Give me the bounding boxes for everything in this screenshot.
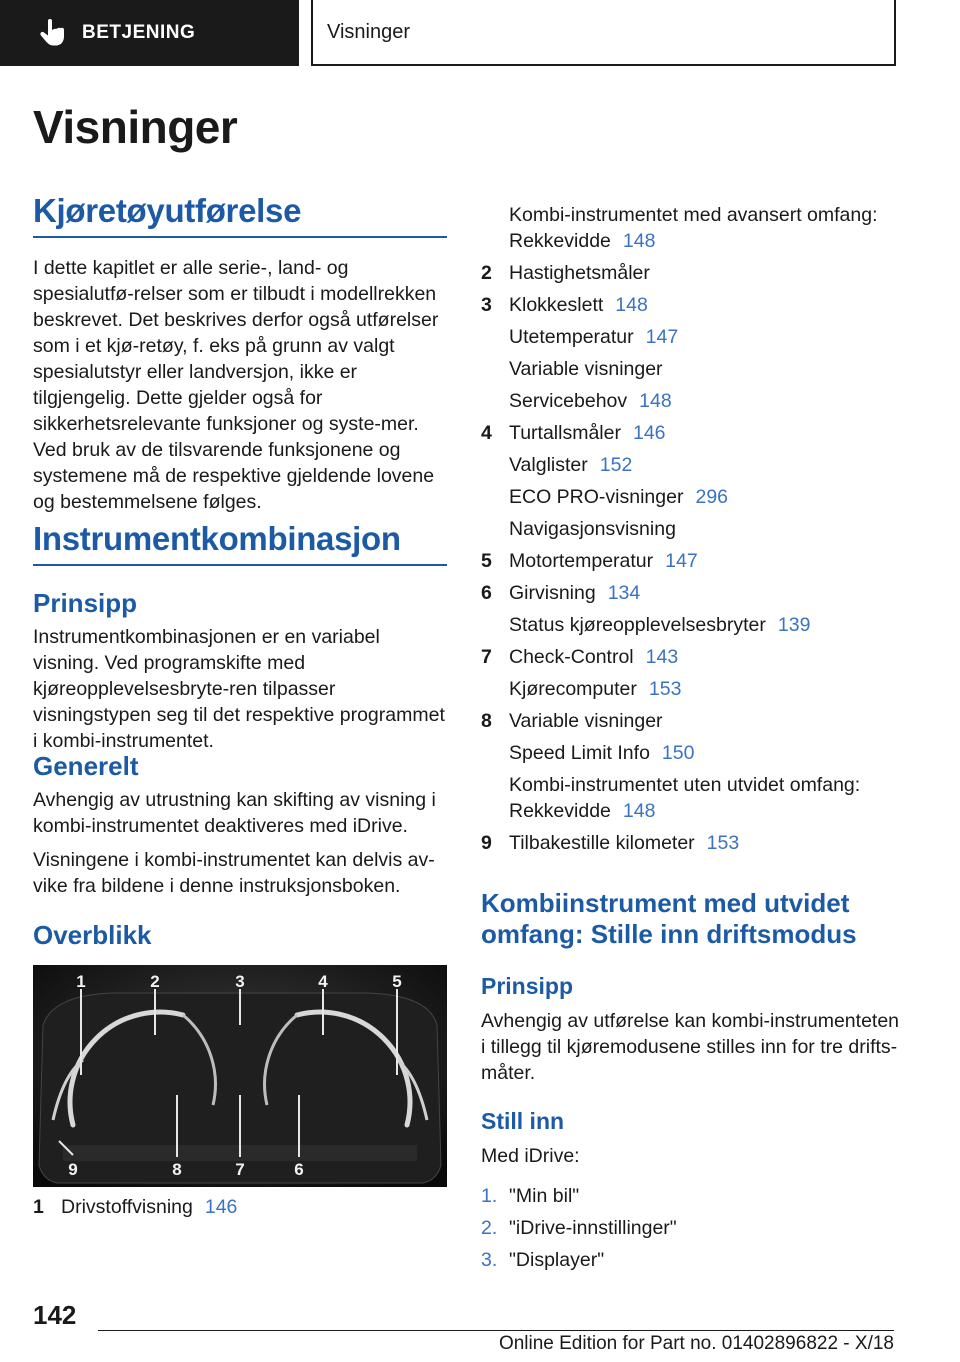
- legend-item: 3 Klokkeslett 148: [481, 294, 648, 316]
- page-ref-link[interactable]: 147: [665, 550, 698, 572]
- legend-item-1: [33, 1196, 447, 1219]
- page-ref-link[interactable]: 148: [615, 294, 648, 316]
- legend-text: ECO PRO-visninger: [509, 486, 684, 508]
- legend-text: Check-Control: [509, 646, 634, 668]
- callout-5: 5: [392, 972, 402, 991]
- callout-7: 7: [235, 1160, 245, 1179]
- legend-text: Rekkevidde: [509, 800, 611, 822]
- edition-text: Online Edition for Part no. 01402896822 - X/18: [498, 1333, 894, 1354]
- legend-text: Motortemperatur: [509, 550, 654, 572]
- legend-item: [481, 199, 911, 257]
- legend-item: [481, 481, 911, 513]
- legend-text: Valglister: [509, 454, 588, 476]
- heading-instrumentkombinasjon: Instrumentkombinasjon: [33, 520, 447, 566]
- legend-text: Servicebehov: [509, 390, 628, 412]
- heading-generelt: Generelt: [33, 751, 139, 781]
- legend-item: 9 Tilbakestille kilometer 153: [481, 832, 740, 854]
- legend-item: [481, 353, 911, 385]
- heading-prinsipp: Prinsipp: [33, 588, 138, 618]
- page-ref-link[interactable]: 152: [599, 454, 633, 476]
- legend-item: [481, 737, 911, 769]
- page-ref-link[interactable]: 148: [622, 800, 656, 822]
- legend-text: Speed Limit Info: [509, 742, 650, 764]
- page-ref-link[interactable]: 139: [777, 614, 811, 636]
- legend-text: Hastighetsmåler: [509, 262, 650, 284]
- callout-6: 6: [294, 1160, 304, 1179]
- generelt-body-1: Avhengig av utrustning kan skifting av visning i kombi-instrumentet deaktiveres med iDrive.: [33, 789, 436, 837]
- page-ref-link[interactable]: 146: [632, 422, 666, 444]
- step-item: 1. "Min bil": [481, 1185, 580, 1207]
- legend-text: Kombi-instrumentet med avansert omfang:: [509, 204, 878, 226]
- legend-text: Tilbakestille kilometer: [509, 832, 695, 854]
- callout-1: 1: [76, 972, 86, 991]
- legend-num: 1: [33, 1196, 44, 1218]
- heading-still-inn: Still inn: [481, 1108, 565, 1134]
- legend-text: Kombi-instrumentet uten utvidet omfang:: [509, 774, 861, 796]
- callout-3: 3: [235, 972, 245, 991]
- heading-kombiinstrument: Kombiinstrument med utvidet omfang: Stille inn driftsmodus: [481, 888, 857, 949]
- heading-kjoretoyutforelse: Kjøretøyutførelse: [33, 192, 447, 238]
- legend-text: Klokkeslett: [509, 294, 604, 316]
- legend-text: Rekkevidde: [509, 230, 611, 252]
- legend-item: 2 Hastighetsmåler: [481, 262, 650, 284]
- section-tab[interactable]: [0, 0, 299, 66]
- legend-item: 4 Turtallsmåler 146: [481, 422, 666, 444]
- kombi-prinsipp-body: Avhengig av utførelse kan kombi-instrumenteten i tillegg til kjøremodusene stilles inn for tre drifts-måter.: [481, 1010, 900, 1084]
- hand-pointer-icon: [38, 18, 68, 48]
- legend-text: Utetemperatur: [509, 326, 634, 348]
- page-ref-link[interactable]: 296: [695, 486, 729, 508]
- steps-list: [481, 1180, 901, 1276]
- legend-item: 7 Check-Control 143: [481, 646, 679, 668]
- legend-item: [481, 321, 911, 353]
- page-ref-link[interactable]: 148: [622, 230, 656, 252]
- legend-item: 5 Motortemperatur 147: [481, 550, 698, 572]
- kjoretoy-body: I dette kapitlet er alle serie-, land- og spesialutfø-relser som er tilbudt i modellrekken beskrevet. Det beskrives derfor også utførelser som i et kjø-retøy, f. eks på grunn av valgt spesialutstyr eller landversjon, ikke er tilgjengelig. Dette gjelder også for sikkerhetsrelevante funksjoner og syste-mer. Ved bruk av de tilsvarende funksjonene og systemene må de respektive gjeldende lovene og bestemmelsene følges.: [33, 257, 439, 513]
- legend-item: 6 Girvisning 134: [481, 582, 641, 604]
- prinsipp-body: Instrumentkombinasjonen er en variabel visning. Ved programskifte med kjøreopplevelsesbryte-ren tilpasser visningstypen seg til det respektive programmet i kombi-instrumentet.: [33, 626, 445, 752]
- instrument-cluster-figure: [33, 965, 447, 1187]
- chapter-tab[interactable]: [311, 0, 896, 66]
- legend-item: 8 Variable visninger: [481, 710, 663, 732]
- page-ref-link[interactable]: 153: [648, 678, 682, 700]
- page-ref-link[interactable]: 143: [645, 646, 679, 668]
- chapter-tab-label: Visninger: [327, 20, 411, 43]
- page-number: 142: [33, 1300, 77, 1330]
- legend-text: Turtallsmåler: [509, 422, 621, 444]
- still-inn-intro: Med iDrive:: [481, 1145, 580, 1167]
- legend-item: [481, 673, 911, 705]
- legend-text: Variable visninger: [509, 358, 663, 380]
- legend-text: Drivstoffvisning: [61, 1196, 193, 1218]
- legend-text: Kjørecomputer: [509, 678, 637, 700]
- page-title: Visninger: [33, 101, 238, 153]
- legend-list: [481, 199, 911, 859]
- page-ref-link[interactable]: 150: [661, 742, 695, 764]
- footer-divider: [98, 1330, 894, 1331]
- legend-item: [481, 769, 911, 827]
- legend-item: [481, 385, 911, 417]
- generelt-body-2: Visningene i kombi-instrumentet kan delvis av-vike fra bildene i denne instruksjonsboken.: [33, 849, 435, 897]
- callout-2: 2: [150, 972, 160, 991]
- callout-4: 4: [318, 972, 328, 991]
- heading-overblikk: Overblikk: [33, 920, 152, 950]
- heading-prinsipp-2: Prinsipp: [481, 973, 574, 999]
- legend-item: [481, 513, 911, 545]
- legend-text: Girvisning: [509, 582, 596, 604]
- step-item: 3. "Displayer": [481, 1249, 605, 1271]
- callout-8: 8: [172, 1160, 182, 1179]
- legend-text: Variable visninger: [509, 710, 663, 732]
- step-item: 2. "iDrive-innstillinger": [481, 1217, 677, 1239]
- legend-item: [481, 609, 911, 641]
- page-ref-link[interactable]: 134: [607, 582, 641, 604]
- legend-item: [481, 449, 911, 481]
- legend-text: Status kjøreopplevelsesbryter: [509, 614, 766, 636]
- page-ref-link[interactable]: 153: [706, 832, 740, 854]
- page-ref-link[interactable]: 146: [204, 1196, 238, 1218]
- callout-9: 9: [68, 1160, 78, 1179]
- legend-text: Navigasjonsvisning: [509, 518, 676, 540]
- page-ref-link[interactable]: 147: [645, 326, 679, 348]
- page-ref-link[interactable]: 148: [639, 390, 672, 412]
- section-tab-label: BETJENING: [82, 22, 196, 43]
